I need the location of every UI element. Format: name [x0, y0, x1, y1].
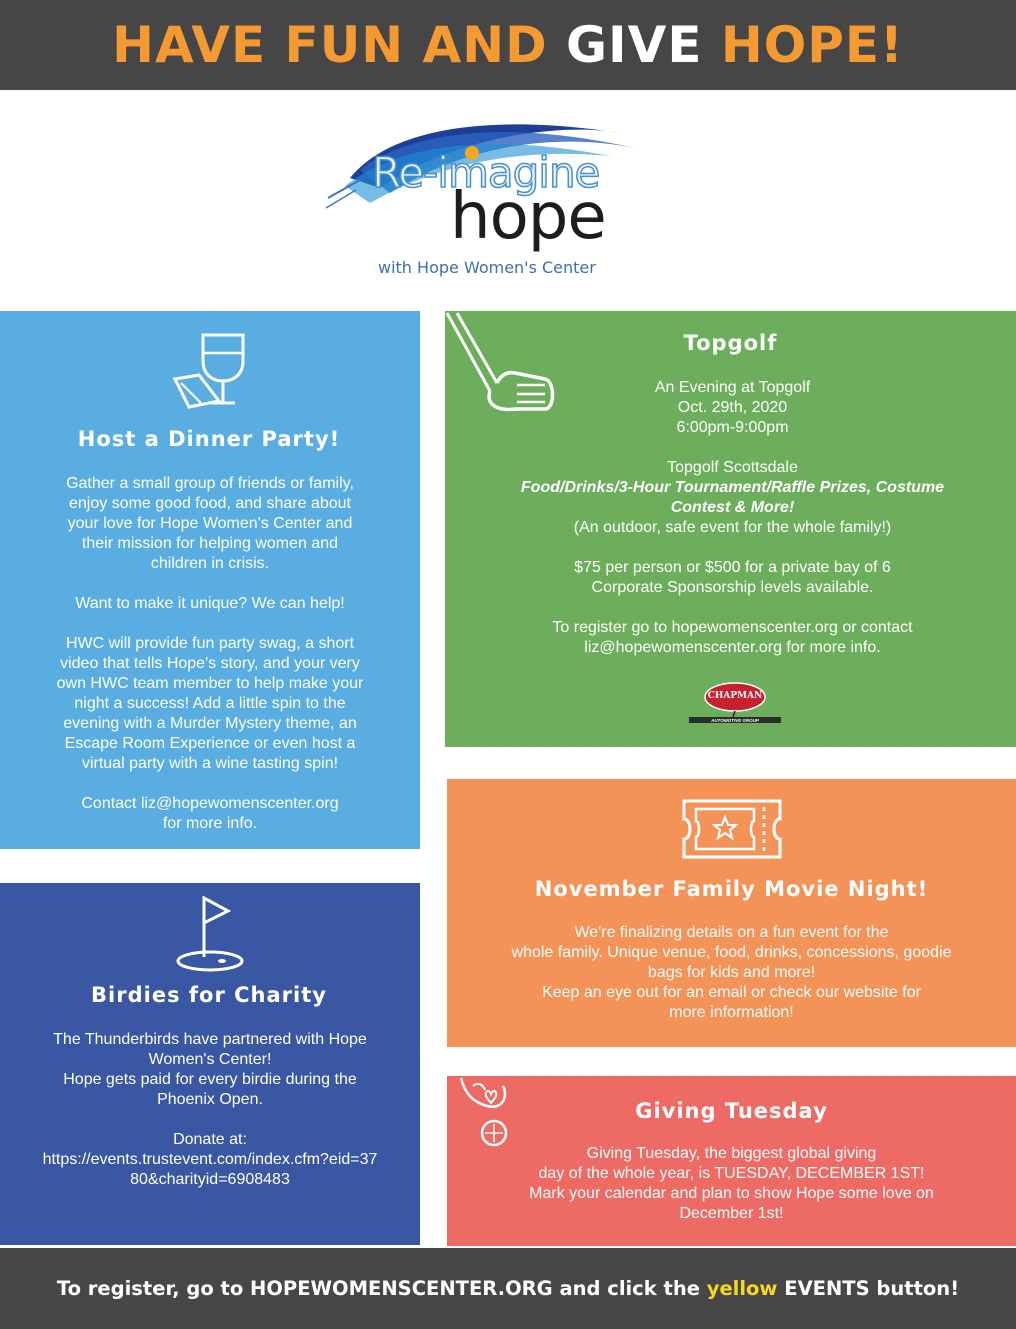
- chapman-name: CHAPMAN: [707, 691, 763, 701]
- topgolf-pricing: Corporate Sponsorship levels available.: [591, 579, 874, 596]
- topgolf-note: (An outdoor, safe event for the whole family!): [573, 519, 892, 536]
- header-text-part3: HOPE!: [720, 16, 904, 74]
- birdies-panel: [0, 883, 420, 1245]
- logo-subtitle: with Hope Women's Center: [378, 258, 596, 277]
- dinner-line: night a success! Add a little spin to the: [74, 695, 346, 712]
- dinner-line: children in crisis.: [150, 555, 270, 572]
- wine-glass-icon: [165, 331, 255, 411]
- dinner-line: evening with a Murder Mystery theme, an: [63, 715, 357, 732]
- golf-flag-icon: [170, 893, 250, 973]
- topgolf-register: To register go to hopewomenscenter.org or contact: [552, 619, 913, 636]
- movie-line: Keep an eye out for an email or check our website for: [542, 984, 921, 1001]
- dinner-line: your love for Hope Women's Center and: [67, 515, 353, 532]
- dinner-line: own HWC team member to help make your: [56, 675, 364, 692]
- dinner-line: HWC will provide fun party swag, a short: [65, 635, 355, 652]
- giving-tuesday-title: Giving Tuesday: [635, 1099, 828, 1123]
- birdies-line: Donate at:: [173, 1131, 247, 1148]
- movie-night-panel: [447, 779, 1016, 1047]
- topgolf-venue: Topgolf Scottsdale: [667, 459, 798, 476]
- donate-url[interactable]: 80&charityid=6908483: [130, 1171, 290, 1188]
- giving-tuesday-panel: [447, 1076, 1016, 1246]
- ticket-icon: [680, 797, 784, 861]
- birdies-line: Phoenix Open.: [157, 1091, 263, 1108]
- dinner-contact-line: for more info.: [162, 815, 258, 832]
- dinner-party-title: Host a Dinner Party!: [77, 427, 341, 451]
- chapman-subtitle: AUTOMOTIVE GROUP: [711, 718, 759, 723]
- footer-banner: [0, 1248, 1016, 1329]
- chapman-sponsor-logo: [685, 681, 785, 726]
- footer-text-yellow: yellow: [706, 1277, 778, 1300]
- movie-line: whole family. Unique venue, food, drinks, concessions, goodie: [511, 944, 952, 961]
- birdies-line: Hope gets paid for every birdie during the: [63, 1071, 357, 1088]
- birdies-line: The Thunderbirds have partnered with Hope: [53, 1031, 367, 1048]
- tuesday-line: December 1st!: [679, 1205, 784, 1222]
- header-banner: [0, 0, 1016, 90]
- logo-text-hope: hope: [450, 180, 606, 254]
- topgolf-register: liz@hopewomenscenter.org for more info.: [584, 639, 881, 656]
- dinner-line: Want to make it unique? We can help!: [75, 595, 345, 612]
- tuesday-line: Mark your calendar and plan to show Hope some love on: [529, 1185, 934, 1202]
- dinner-party-panel: [0, 311, 420, 849]
- tuesday-line: Giving Tuesday, the biggest global giving: [586, 1145, 877, 1162]
- topgolf-highlight: Food/Drinks/3-Hour Tournament/Raffle Prizes, Costume: [520, 479, 945, 496]
- dinner-line: enjoy some good food, and share about: [69, 495, 351, 512]
- topgolf-highlight: Contest & More!: [670, 499, 795, 516]
- movie-line: We're finalizing details on a fun event for the: [574, 924, 889, 941]
- donate-url[interactable]: https://events.trustevent.com/index.cfm?eid=37: [42, 1151, 378, 1168]
- movie-line: more information!: [669, 1004, 794, 1021]
- dinner-line: Escape Room Experience or even host a: [64, 735, 356, 752]
- tuesday-line: day of the whole year, is TUESDAY, DECEMBER 1ST!: [538, 1165, 925, 1182]
- dinner-line: their mission for helping women and: [81, 535, 339, 552]
- dinner-line: video that tells Hope's story, and your very: [60, 655, 360, 672]
- movie-night-title: November Family Movie Night!: [534, 877, 929, 901]
- movie-line: bags for kids and more!: [647, 964, 816, 981]
- reimagine-hope-logo: [320, 108, 680, 288]
- dinner-contact-line: Contact liz@hopewomenscenter.org: [81, 795, 339, 812]
- topgolf-panel: [445, 311, 1016, 747]
- topgolf-title: Topgolf: [683, 331, 778, 355]
- birdies-title: Birdies for Charity: [91, 983, 327, 1007]
- footer-text-part3: EVENTS button!: [777, 1277, 960, 1300]
- dinner-line: virtual party with a wine tasting spin!: [81, 755, 339, 772]
- footer-text-part1: To register, go to HOPEWOMENSCENTER.ORG and click the: [56, 1277, 707, 1300]
- topgolf-line: An Evening at Topgolf: [654, 379, 811, 396]
- dinner-line: Gather a small group of friends or family,: [66, 475, 354, 492]
- topgolf-line: 6:00pm-9:00pm: [676, 419, 789, 436]
- topgolf-line: Oct. 29th, 2020: [677, 399, 788, 416]
- birdies-line: Women's Center!: [148, 1051, 272, 1068]
- header-text-part1: HAVE FUN AND: [112, 16, 566, 74]
- logo-text-reimagine: Re-imagine: [372, 148, 600, 197]
- header-text-part2: GIVE: [566, 16, 721, 74]
- topgolf-pricing: $75 per person or $500 for a private bay of 6: [574, 559, 891, 576]
